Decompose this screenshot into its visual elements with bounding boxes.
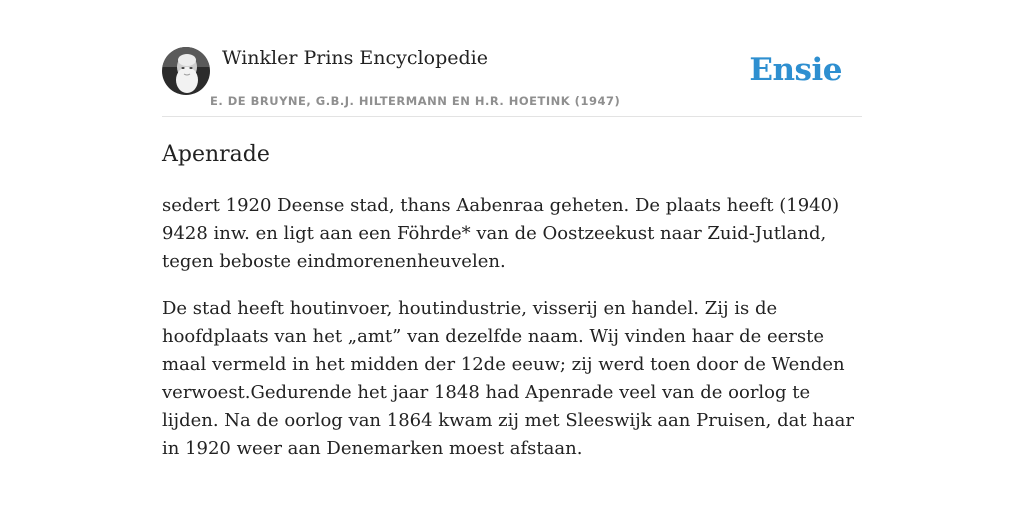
portrait-icon	[162, 47, 210, 95]
brand-logo[interactable]: Ensie	[749, 52, 842, 88]
publication-authors: E. DE BRUYNE, G.B.J. HILTERMANN EN H.R. HOETINK (1947)	[210, 94, 621, 108]
publication-title[interactable]: Winkler Prins Encyclopedie	[222, 47, 488, 69]
article-paragraph: sedert 1920 Deense stad, thans Aabenraa geheten. De plaats heeft (1940) 9428 inw. en ligt aan een Föhrde* van de Oostzeekust naar Zuid-Jutland, tegen beboste eindmorenenheuvelen.	[162, 195, 840, 272]
article-title: Apenrade	[162, 142, 270, 167]
article-paragraph: De stad heeft houtinvoer, houtindustrie, visserij en handel. Zij is de hoofdplaats van het „amt” van dezelfde naam. Wij vinden haar de eerste maal vermeld in het midden der 12de eeuw; zij werd toen door de Wenden verwoest.Gedurende het jaar 1848 had Apenrade veel van de oorlog te lijden. Na de oorlog van 1864 kwam zij met Sleeswijk aan Pruisen, dat haar in 1920 weer aan Denemarken moest afstaan.	[162, 298, 854, 459]
article-body	[162, 192, 866, 482]
header	[162, 46, 862, 117]
author-avatar	[162, 47, 210, 95]
